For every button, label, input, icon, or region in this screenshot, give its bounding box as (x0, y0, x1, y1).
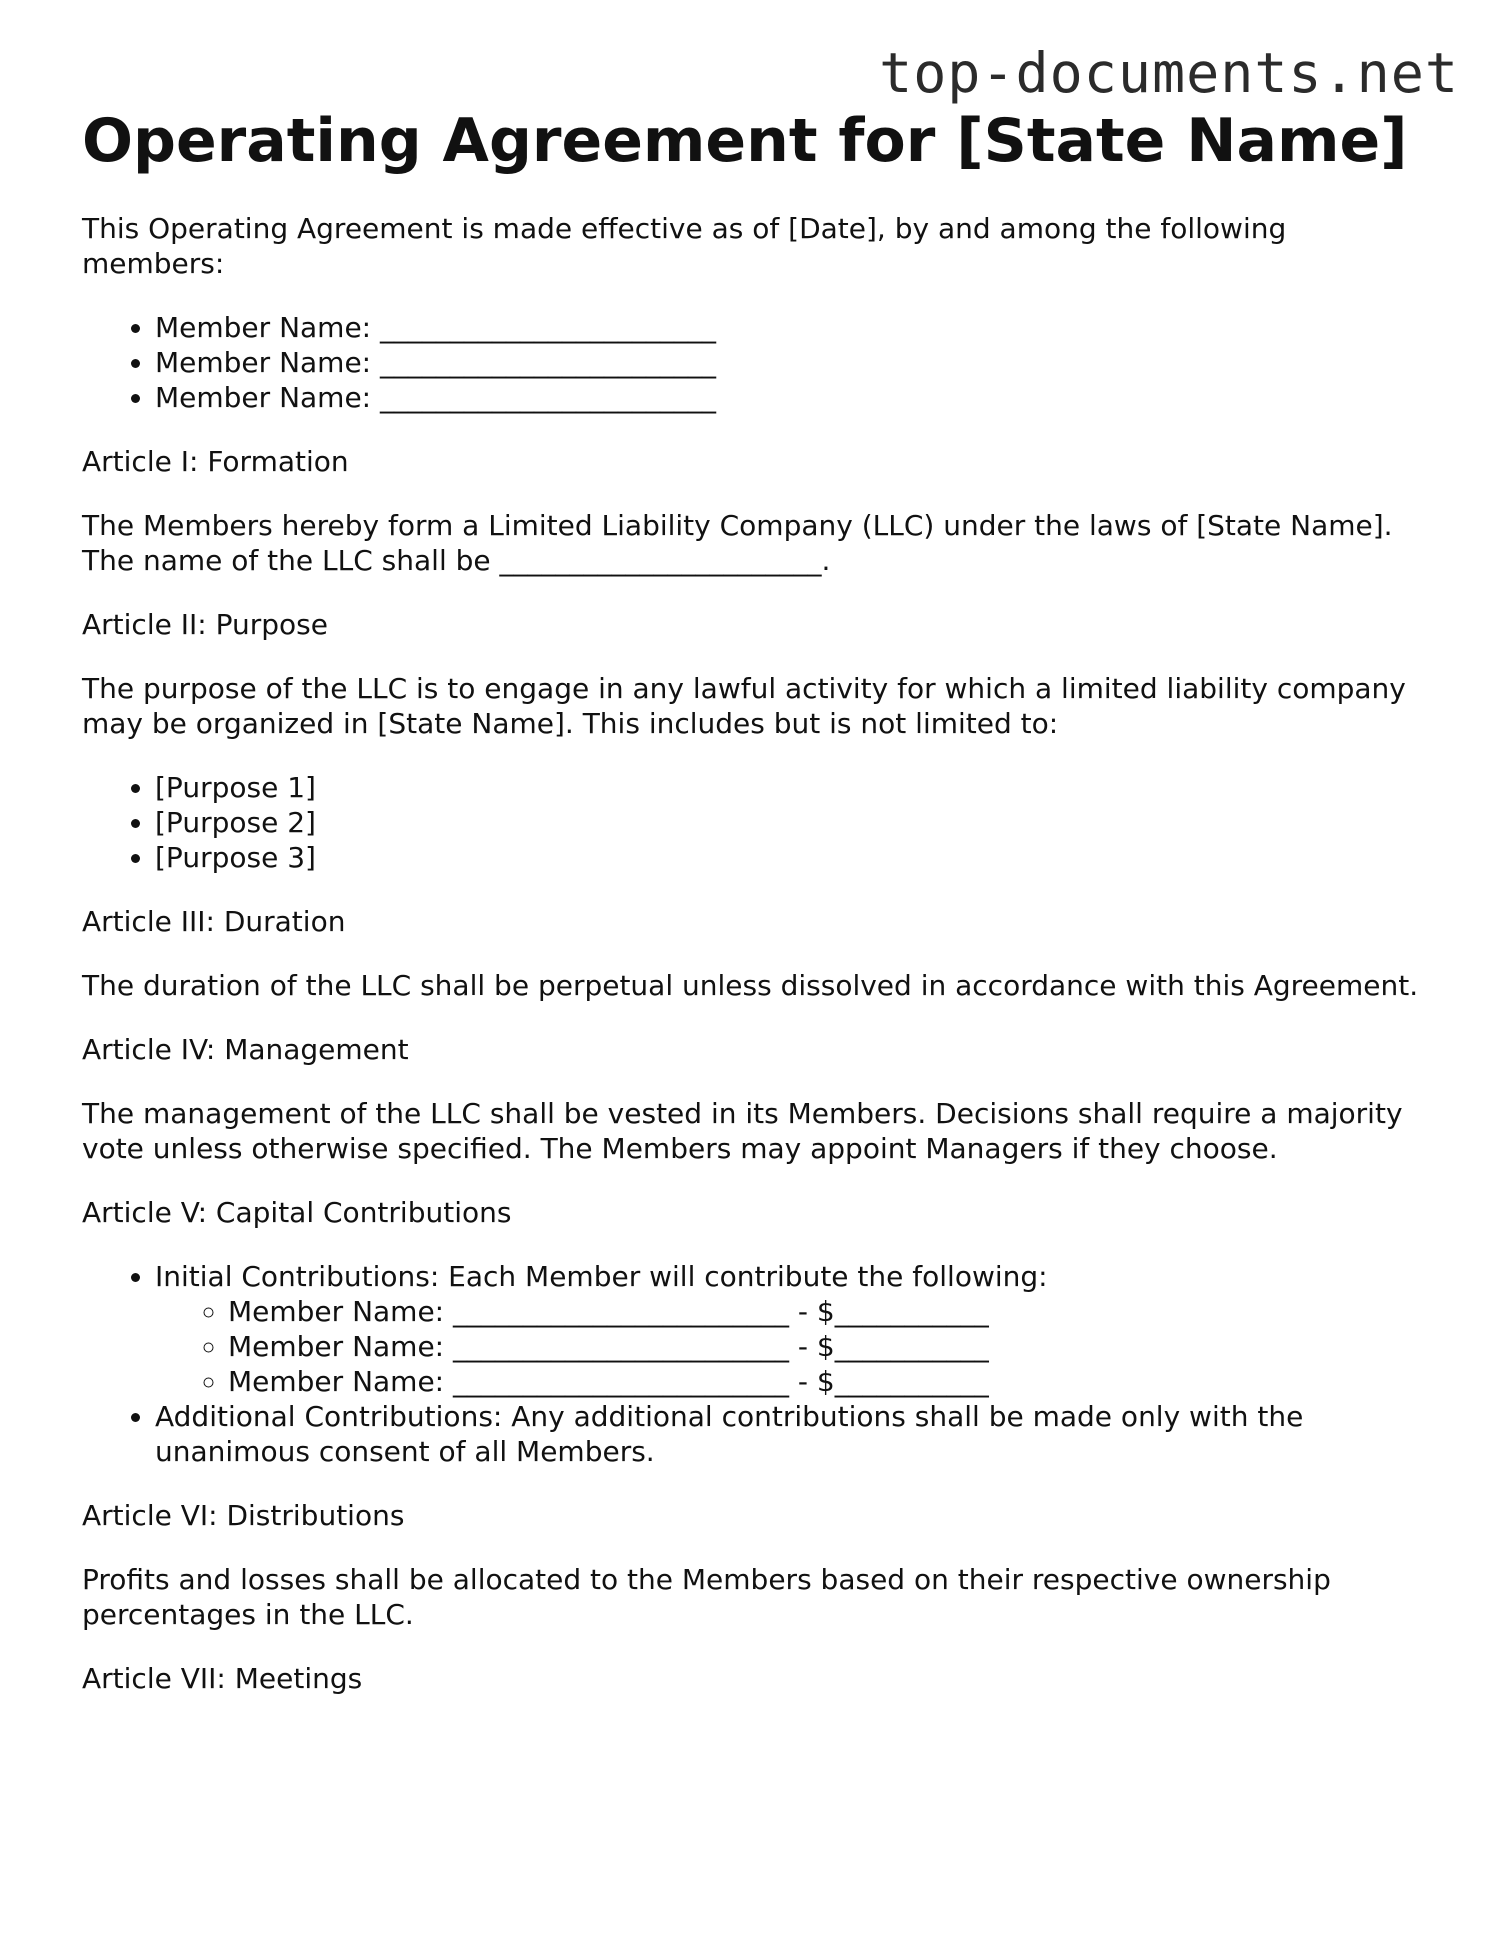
article-text-purpose: The purpose of the LLC is to engage in any lawful activity for which a limited liability company may be organized in [State Name]. This includes but is not limited to: (82, 672, 1406, 740)
intro-paragraph: This Operating Agreement is made effective as of [Date], by and among the following members: (82, 212, 1287, 280)
article-text-distributions: Profits and losses shall be allocated to the Members based on their respective ownership percentages in the LLC. (82, 1563, 1331, 1631)
contribution-list-item: ◦ Member Name: ________________________ - $___________ (228, 1294, 1422, 1329)
article-text-management: The management of the LLC shall be vested in its Members. Decisions shall require a majority vote unless otherwise specified. The Members may appoint Managers if they choose. (82, 1097, 1403, 1165)
article-heading-management: Article IV: Management (82, 1033, 409, 1066)
document-title: Operating Agreement for [State Name] (82, 106, 1408, 176)
document-page (82, 103, 1422, 1696)
member-list-item: • Member Name: ________________________ (155, 380, 1422, 415)
contribution-list-item: ◦ Member Name: ________________________ - $___________ (228, 1364, 1422, 1399)
purpose-list-item: • [Purpose 2] (155, 805, 1422, 840)
purpose-list-item: • [Purpose 3] (155, 840, 1422, 875)
article-heading-duration: Article III: Duration (82, 905, 346, 938)
member-list-item: • Member Name: ________________________ (155, 345, 1422, 380)
member-list (82, 310, 1422, 415)
member-list-item: • Member Name: ________________________ (155, 310, 1422, 345)
purpose-list (82, 770, 1422, 875)
contribution-list-item: ◦ Member Name: ________________________ - $___________ (228, 1329, 1422, 1364)
capital-list (82, 1259, 1422, 1469)
article-heading-formation: Article I: Formation (82, 445, 349, 478)
article-text-formation: The Members hereby form a Limited Liability Company (LLC) under the laws of [State Name]. The name of the LLC shall be _______________________. (82, 509, 1393, 577)
article-heading-purpose: Article II: Purpose (82, 608, 328, 641)
article-heading-distributions: Article VI: Distributions (82, 1499, 405, 1532)
article-text-duration: The duration of the LLC shall be perpetual unless dissolved in accordance with this Agreement. (82, 969, 1419, 1002)
capital-list-item-additional: • Additional Contributions: Any additional contributions shall be made only with the unanimous consent of all Members. (155, 1399, 1422, 1469)
initial-contributions-text: Initial Contributions: Each Member will contribute the following: (155, 1260, 1048, 1293)
article-heading-capital: Article V: Capital Contributions (82, 1196, 512, 1229)
site-watermark: top-documents.net (879, 41, 1459, 105)
capital-list-item-initial (155, 1259, 1422, 1399)
purpose-list-item: • [Purpose 1] (155, 770, 1422, 805)
contribution-list (155, 1294, 1422, 1399)
article-heading-meetings: Article VII: Meetings (82, 1662, 363, 1695)
